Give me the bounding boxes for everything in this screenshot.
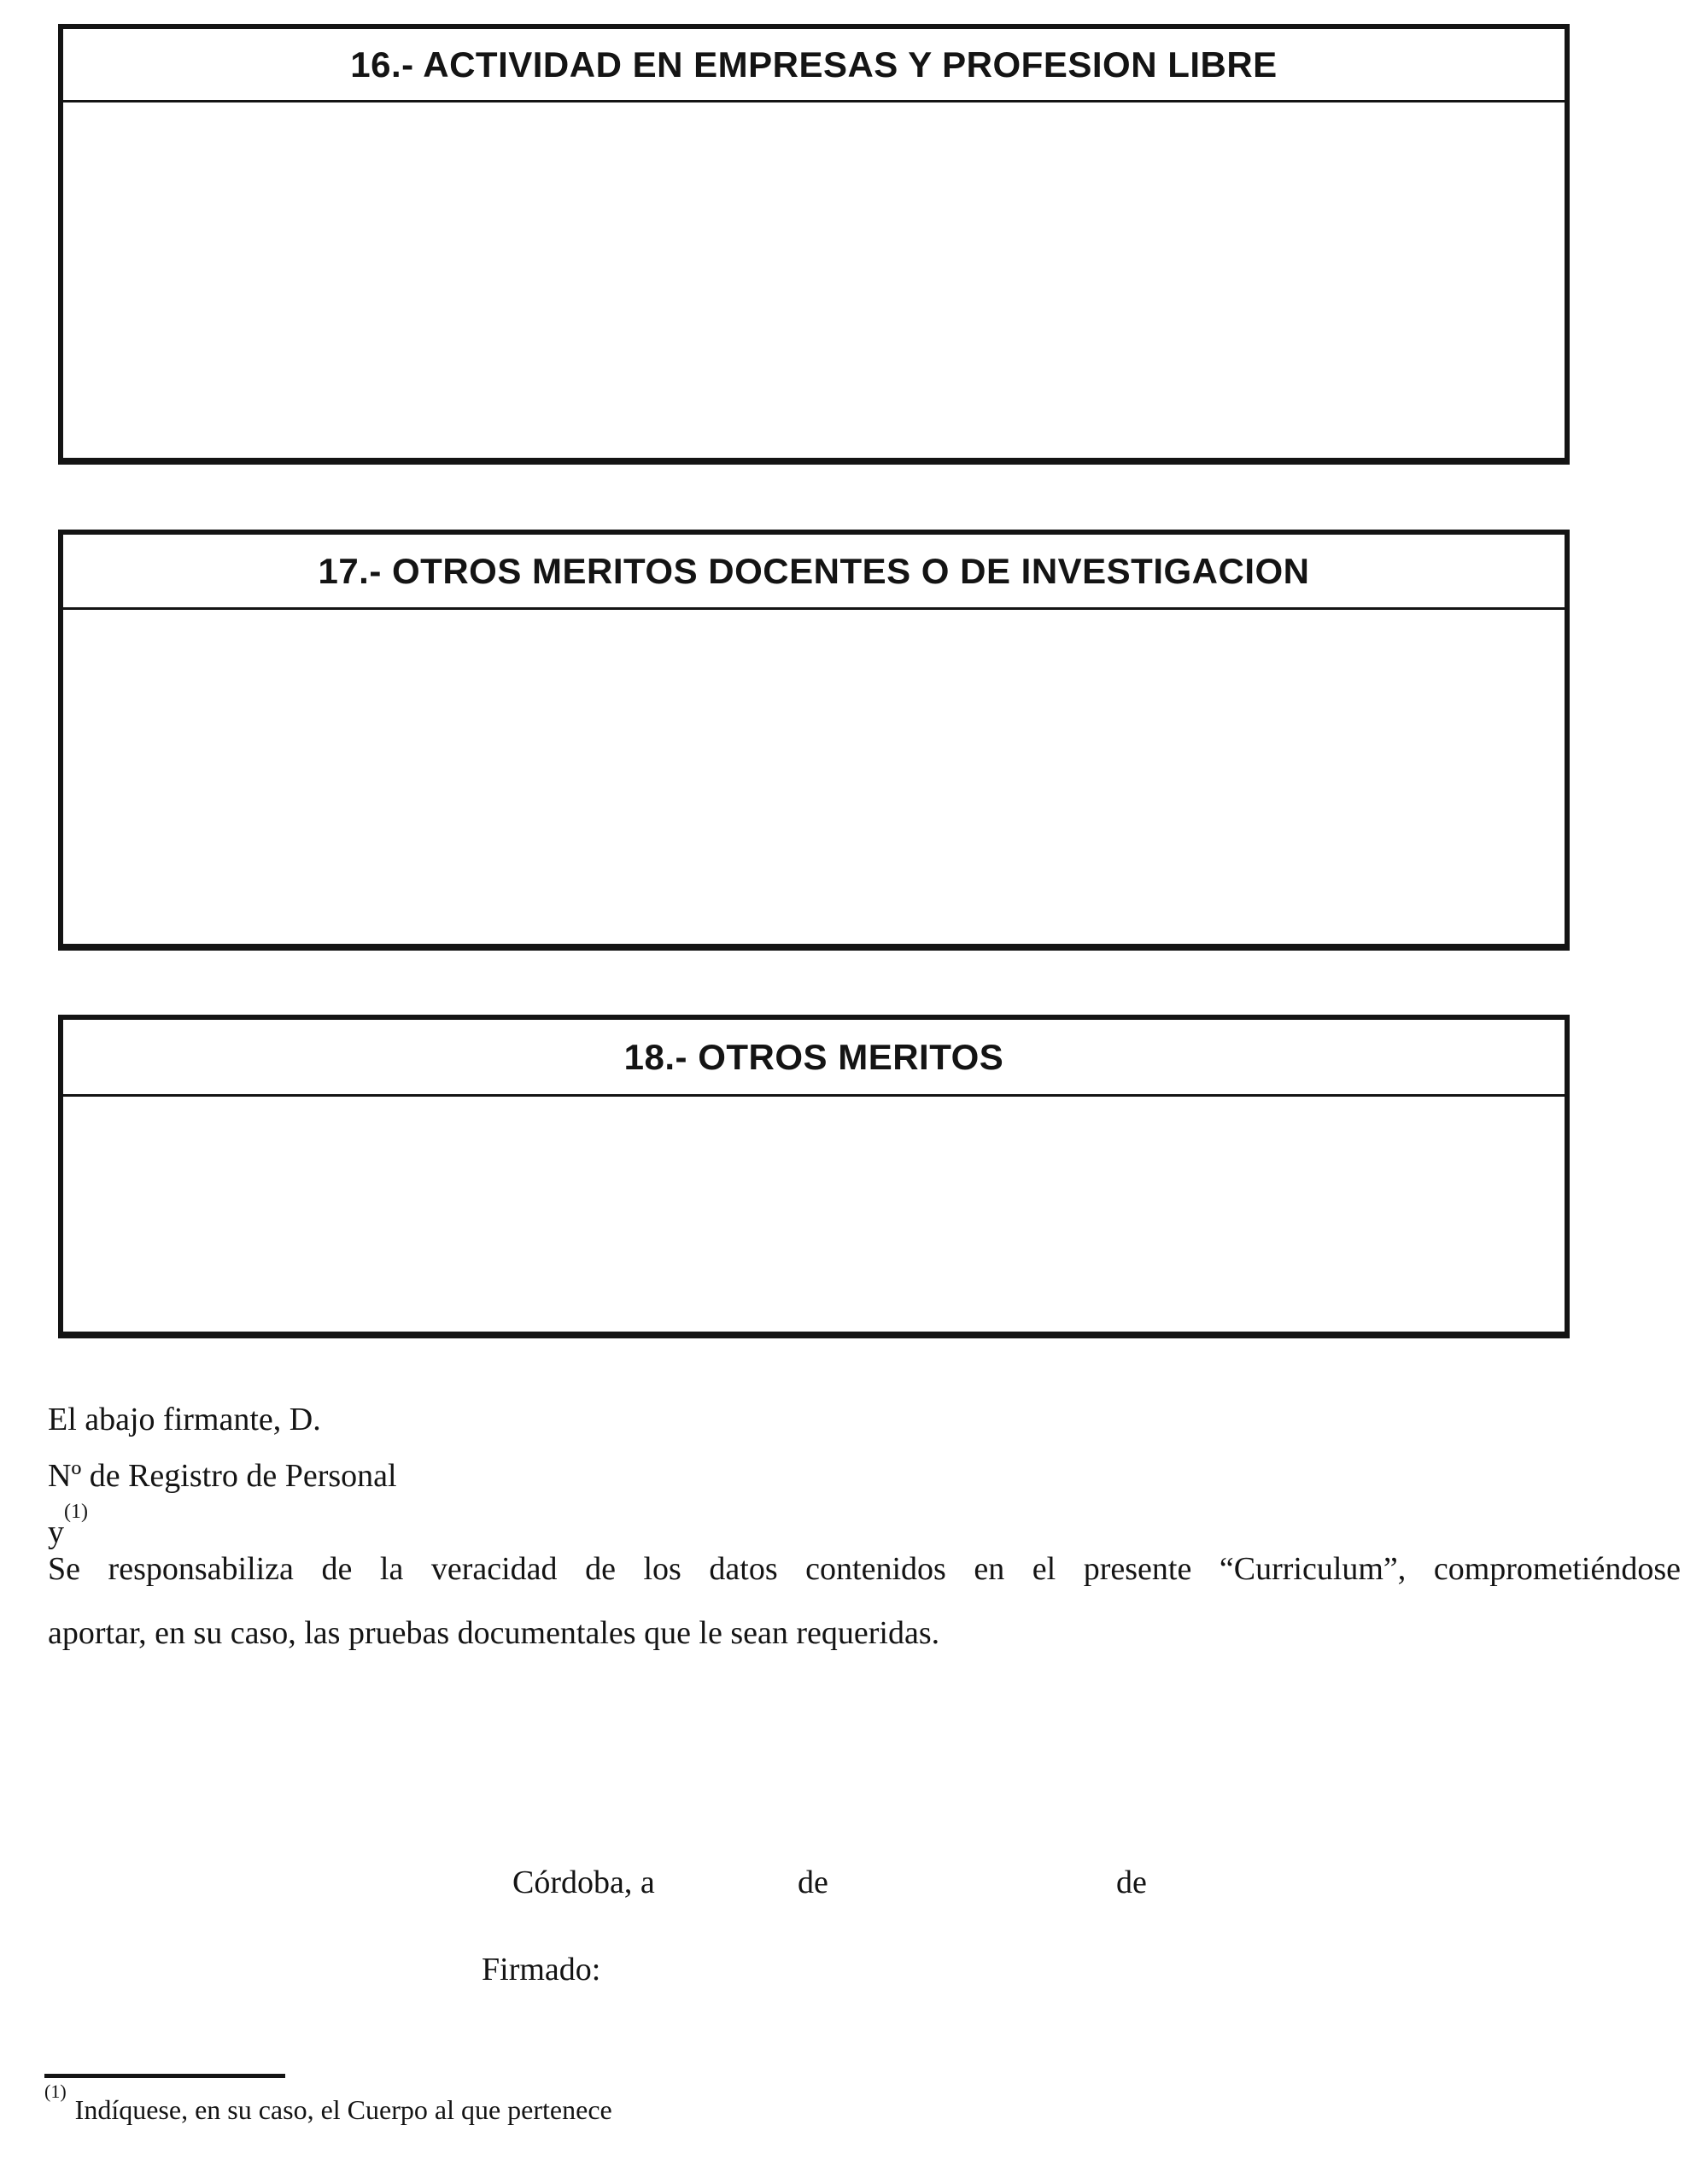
signature-month-de-label: de (1116, 1865, 1147, 1900)
footnote (44, 2081, 612, 2126)
signed-label: Firmado: (482, 1952, 601, 1988)
footnote-separator-rule (44, 2074, 285, 2078)
registry-number-line: Nº de Registro de Personal (48, 1458, 397, 1494)
section-18-header (63, 1020, 1565, 1097)
signature-place-label: Córdoba, a (512, 1865, 655, 1900)
footnote-marker: (1) (44, 2081, 67, 2103)
declarant-name-line: El abajo firmante, D. (48, 1402, 321, 1437)
responsibility-paragraph-line-1: Se responsabiliza de la veracidad de los datos contenidos en el presente “Curriculum”, comprometiéndose (48, 1551, 1681, 1587)
section-18-content-area (63, 1097, 1565, 1329)
section-16-box (58, 24, 1570, 465)
section-17-box (58, 530, 1570, 951)
section-18-box (58, 1015, 1570, 1338)
section-18-title: 18.- OTROS MERITOS (623, 1036, 1004, 1077)
section-17-title: 17.- OTROS MERITOS DOCENTES O DE INVESTIGACION (318, 550, 1310, 591)
section-16-content-area (63, 102, 1565, 455)
responsibility-paragraph-line-2: aportar, en su caso, las pruebas documentales que le sean requeridas. (48, 1615, 940, 1651)
section-17-content-area (63, 610, 1565, 941)
footnote-reference-superscript: (1) (64, 1501, 88, 1524)
section-16-header (63, 29, 1565, 102)
body-reference-base: y (48, 1514, 64, 1550)
section-17-header (63, 535, 1565, 610)
section-16-title: 16.- ACTIVIDAD EN EMPRESAS Y PROFESION LIBRE (350, 44, 1278, 85)
signature-day-de-label: de (798, 1865, 828, 1900)
body-reference-line (48, 1501, 88, 1553)
footnote-text: Indíquese, en su caso, el Cuerpo al que pertenece (74, 2094, 612, 2125)
